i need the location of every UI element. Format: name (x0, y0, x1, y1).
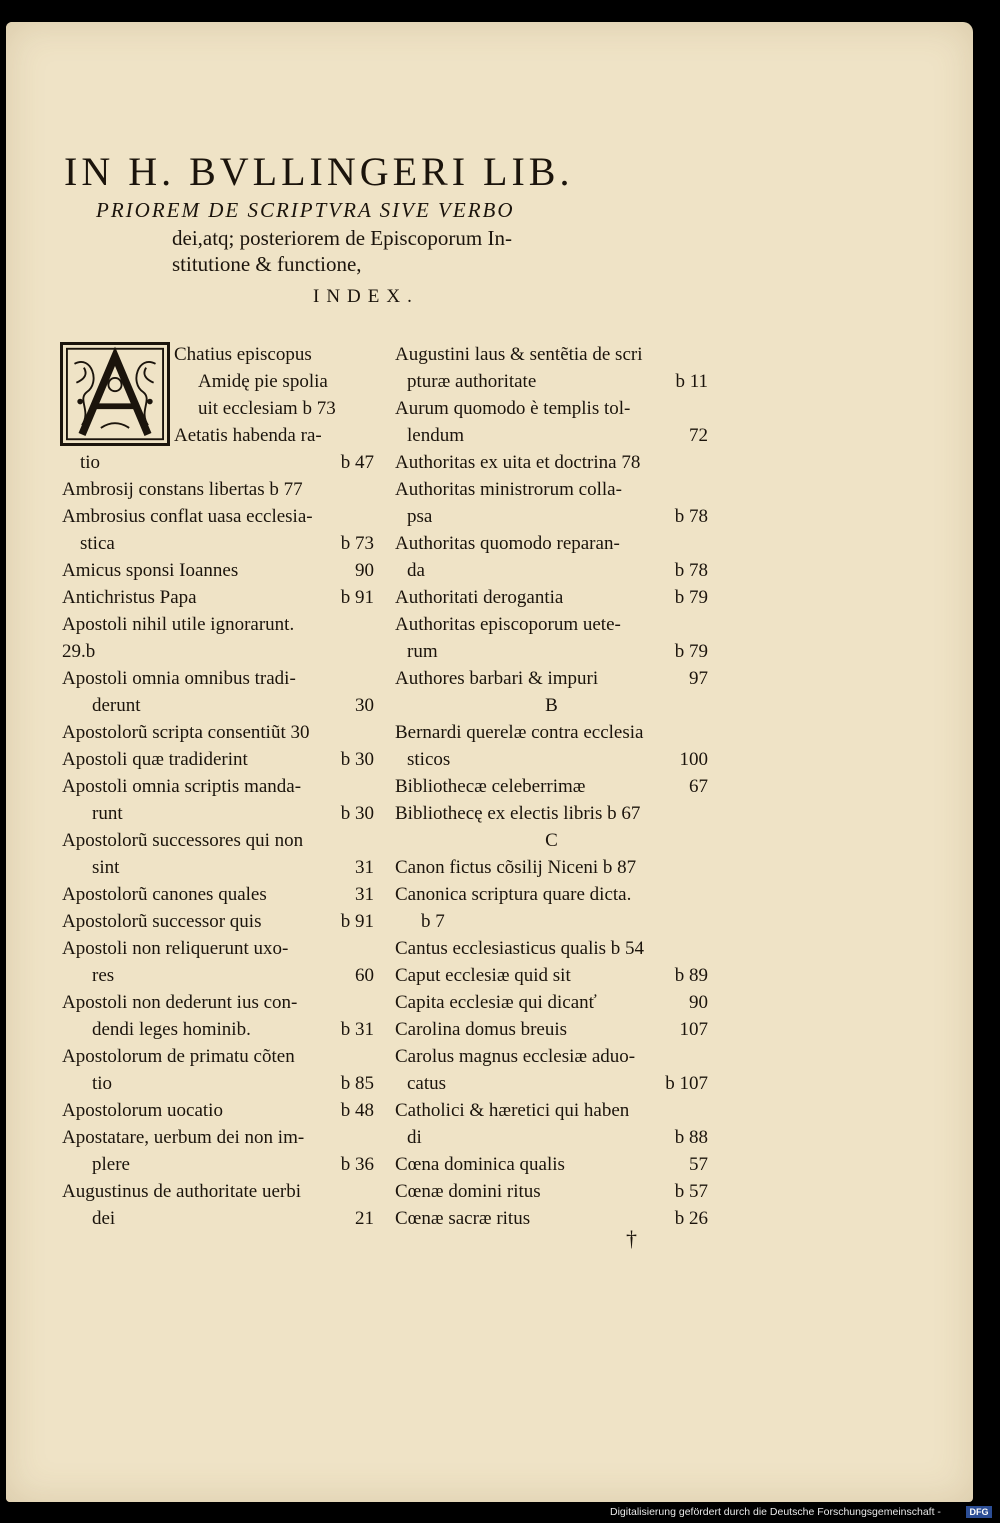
index-entry (62, 692, 374, 719)
entry-text: Apostolorum uocatio (62, 1100, 223, 1121)
entry-page-ref: b 57 (674, 1181, 708, 1202)
entry-text: Apostoli omnia scriptis manda- (62, 776, 302, 797)
title-line-3: dei,atq; posteriorem de Episcoporum In- (172, 226, 512, 250)
index-entry (62, 1178, 374, 1205)
index-right-column (395, 341, 708, 1232)
index-entry (62, 341, 374, 368)
index-entry (395, 908, 708, 935)
entry-text: Capita ecclesiæ qui dicanť (395, 992, 597, 1013)
entry-text: Authoritas episcoporum uete- (395, 614, 621, 635)
entry-text: Ambrosij constans libertas b 77 (62, 479, 303, 500)
index-letter-heading (395, 827, 708, 854)
index-entry (62, 989, 374, 1016)
index-entry (62, 1124, 374, 1151)
entry-text: Amidę pie spolia (198, 371, 328, 392)
entry-page-ref: 100 (679, 749, 708, 770)
entry-text: da (407, 560, 425, 581)
index-entry (395, 1124, 708, 1151)
entry-text: Authoritati derogantia (395, 587, 564, 608)
entry-text: Authoritas ex uita et doctrina 78 (395, 452, 641, 473)
index-entry (395, 1178, 708, 1205)
entry-text: Antichristus Papa (62, 587, 197, 608)
entry-text: Bibliothecæ celeberrimæ (395, 776, 586, 797)
index-entry (62, 584, 374, 611)
entry-text: Apostoli nihil utile ignorarunt. (62, 614, 295, 635)
index-entry (395, 935, 708, 962)
entry-text: Apostoli quæ tradiderint (62, 749, 248, 770)
entry-page-ref: b 30 (340, 749, 374, 770)
index-entry (62, 422, 374, 449)
entry-text: sticos (407, 749, 451, 770)
entry-text: Aetatis habenda ra- (174, 425, 322, 446)
entry-text: Authores barbari & impuri (395, 668, 599, 689)
entry-text: derunt (92, 695, 141, 716)
entry-text: lendum (407, 425, 464, 446)
index-entry (62, 611, 374, 638)
entry-text: tio (80, 452, 101, 473)
index-entry (62, 881, 374, 908)
entry-text: Canon fictus cõsilij Niceni b 87 (395, 857, 637, 878)
entry-text: 29.b (62, 641, 96, 662)
index-entry (62, 665, 374, 692)
entry-page-ref: b 73 (340, 533, 374, 554)
entry-page-ref: b 91 (340, 587, 374, 608)
index-entry (62, 1097, 374, 1124)
index-entry (395, 557, 708, 584)
entry-text: Apostoli non reliquerunt uxo- (62, 938, 289, 959)
index-entry (395, 800, 708, 827)
index-entry (395, 746, 708, 773)
dfg-logo: DFG (966, 1506, 992, 1518)
entry-text: Cœnæ sacræ ritus (395, 1208, 531, 1229)
index-entry (395, 1070, 708, 1097)
index-entry (395, 422, 708, 449)
index-entry (62, 827, 374, 854)
entry-page-ref: 90 (689, 992, 708, 1013)
entry-page-ref: b 89 (674, 965, 708, 986)
entry-text: dei (92, 1208, 116, 1229)
entry-text: Chatius episcopus (174, 344, 312, 365)
title-line-2: PRIOREM DE SCRIPTVRA SIVE VERBO (96, 198, 515, 222)
index-entry (62, 530, 374, 557)
index-entry (395, 368, 708, 395)
index-entry (62, 368, 374, 395)
entry-page-ref: b 47 (340, 452, 374, 473)
index-entry (62, 638, 374, 665)
entry-text: Carolus magnus ecclesiæ aduo- (395, 1046, 636, 1067)
entry-text: Apostolorũ successor quis (62, 911, 262, 932)
entry-page-ref: 31 (355, 857, 374, 878)
entry-page-ref: b 78 (674, 560, 708, 581)
index-entry (395, 1043, 708, 1070)
entry-page-ref: b 78 (674, 506, 708, 527)
index-entry (62, 854, 374, 881)
index-entry (62, 449, 374, 476)
letter-heading-text: C (545, 830, 558, 851)
entry-text: Bernardi querelæ contra ecclesia (395, 722, 644, 743)
entry-text: uit ecclesiam b 73 (198, 398, 336, 419)
entry-text: Ambrosius conflat uasa ecclesia- (62, 506, 313, 527)
entry-text: Aurum quomodo è templis tol- (395, 398, 631, 419)
index-entry (395, 1097, 708, 1124)
entry-page-ref: b 91 (340, 911, 374, 932)
entry-text: sint (92, 857, 120, 878)
index-entry (395, 530, 708, 557)
entry-page-ref: 21 (355, 1208, 374, 1229)
index-heading: INDEX. (313, 286, 419, 307)
index-entry (395, 854, 708, 881)
entry-page-ref: 90 (355, 560, 374, 581)
index-entry (62, 962, 374, 989)
index-letter-heading (395, 692, 708, 719)
entry-text: Caput ecclesiæ quid sit (395, 965, 571, 986)
index-entry (62, 800, 374, 827)
entry-text: tio (92, 1073, 113, 1094)
index-entry (62, 1205, 374, 1232)
index-entry (62, 1016, 374, 1043)
entry-page-ref: b 48 (340, 1100, 374, 1121)
index-entry (62, 1070, 374, 1097)
entry-text: Apostoli non dederunt ius con- (62, 992, 298, 1013)
entry-page-ref: 31 (355, 884, 374, 905)
entry-page-ref: 57 (689, 1154, 708, 1175)
entry-text: Carolina domus breuis (395, 1019, 568, 1040)
letter-heading-text: B (545, 695, 558, 716)
entry-page-ref: 67 (689, 776, 708, 797)
entry-text: Amicus sponsi Ioannes (62, 560, 239, 581)
index-entry (395, 638, 708, 665)
index-entry (62, 476, 374, 503)
entry-page-ref: 97 (689, 668, 708, 689)
index-entry (395, 1016, 708, 1043)
entry-page-ref: b 79 (674, 641, 708, 662)
index-entry (395, 503, 708, 530)
entry-page-ref: b 11 (675, 371, 708, 392)
index-entry (62, 1151, 374, 1178)
entry-text: Apostoli omnia omnibus tradi- (62, 668, 296, 689)
index-entry (62, 719, 374, 746)
index-entry (395, 1151, 708, 1178)
entry-text: catus (407, 1073, 447, 1094)
index-entry (395, 989, 708, 1016)
index-entry (395, 1205, 708, 1232)
index-entry (62, 557, 374, 584)
index-entry (395, 962, 708, 989)
entry-text: Apostatare, uerbum dei non im- (62, 1127, 305, 1148)
index-entry (395, 476, 708, 503)
entry-page-ref: b 26 (674, 1208, 708, 1229)
index-entry (395, 449, 708, 476)
entry-text: di (407, 1127, 422, 1148)
entry-text: res (92, 965, 115, 986)
entry-page-ref: 30 (355, 695, 374, 716)
entry-text: stica (80, 533, 115, 554)
entry-text: Bibliothecę ex electis libris b 67 (395, 803, 641, 824)
entry-page-ref: b 30 (340, 803, 374, 824)
entry-text: Cantus ecclesiasticus qualis b 54 (395, 938, 645, 959)
index-entry (395, 611, 708, 638)
index-entry (395, 719, 708, 746)
title-line-1: IN H. BVLLINGERI LIB. (64, 149, 574, 194)
entry-text: Apostolorũ scripta consentiũt 30 (62, 722, 310, 743)
index-entry (62, 773, 374, 800)
signature-mark: † (626, 1226, 637, 1251)
entry-text: psa (407, 506, 433, 527)
entry-text: Apostolorũ canones quales (62, 884, 267, 905)
index-entry (62, 503, 374, 530)
title-line-4: stitutione & functione, (172, 252, 362, 276)
entry-text: Cœna dominica qualis (395, 1154, 565, 1175)
entry-text: plere (92, 1154, 130, 1175)
entry-text: Authoritas ministrorum colla- (395, 479, 622, 500)
index-entry (62, 395, 374, 422)
entry-page-ref: b 85 (340, 1073, 374, 1094)
entry-page-ref: 107 (679, 1019, 708, 1040)
entry-text: runt (92, 803, 123, 824)
index-entry (395, 773, 708, 800)
entry-page-ref: b 79 (674, 587, 708, 608)
index-entry (395, 881, 708, 908)
entry-text: dendi leges hominib. (92, 1019, 251, 1040)
entry-text: Augustinus de authoritate uerbi (62, 1181, 302, 1202)
entry-page-ref: b 88 (674, 1127, 708, 1148)
index-entry (62, 908, 374, 935)
entry-text: b 7 (421, 911, 445, 932)
index-entry (395, 341, 708, 368)
entry-text: rum (407, 641, 438, 662)
entry-text: Apostolorũ successores qui non (62, 830, 304, 851)
entry-text: Catholici & hæretici qui haben (395, 1100, 630, 1121)
entry-text: Augustini laus & sentẽtia de scri (395, 344, 643, 365)
entry-page-ref: b 107 (665, 1073, 708, 1094)
entry-page-ref: b 36 (340, 1154, 374, 1175)
index-left-column (62, 341, 374, 1232)
entry-text: Authoritas quomodo reparan- (395, 533, 620, 554)
entry-page-ref: b 31 (340, 1019, 374, 1040)
entry-text: Apostolorum de primatu cõten (62, 1046, 295, 1067)
entry-page-ref: 72 (689, 425, 708, 446)
index-entry (62, 1043, 374, 1070)
digitization-credit: Digitalisierung gefördert durch die Deutsche Forschungsgemeinschaft - (610, 1506, 941, 1518)
entry-page-ref: 60 (355, 965, 374, 986)
entry-text: Cœnæ domini ritus (395, 1181, 541, 1202)
entry-text: Canonica scriptura quare dicta. (395, 884, 632, 905)
index-entry (395, 395, 708, 422)
entry-text: pturæ authoritate (407, 371, 537, 392)
index-entry (62, 746, 374, 773)
index-entry (62, 935, 374, 962)
index-entry (395, 584, 708, 611)
index-entry (395, 665, 708, 692)
